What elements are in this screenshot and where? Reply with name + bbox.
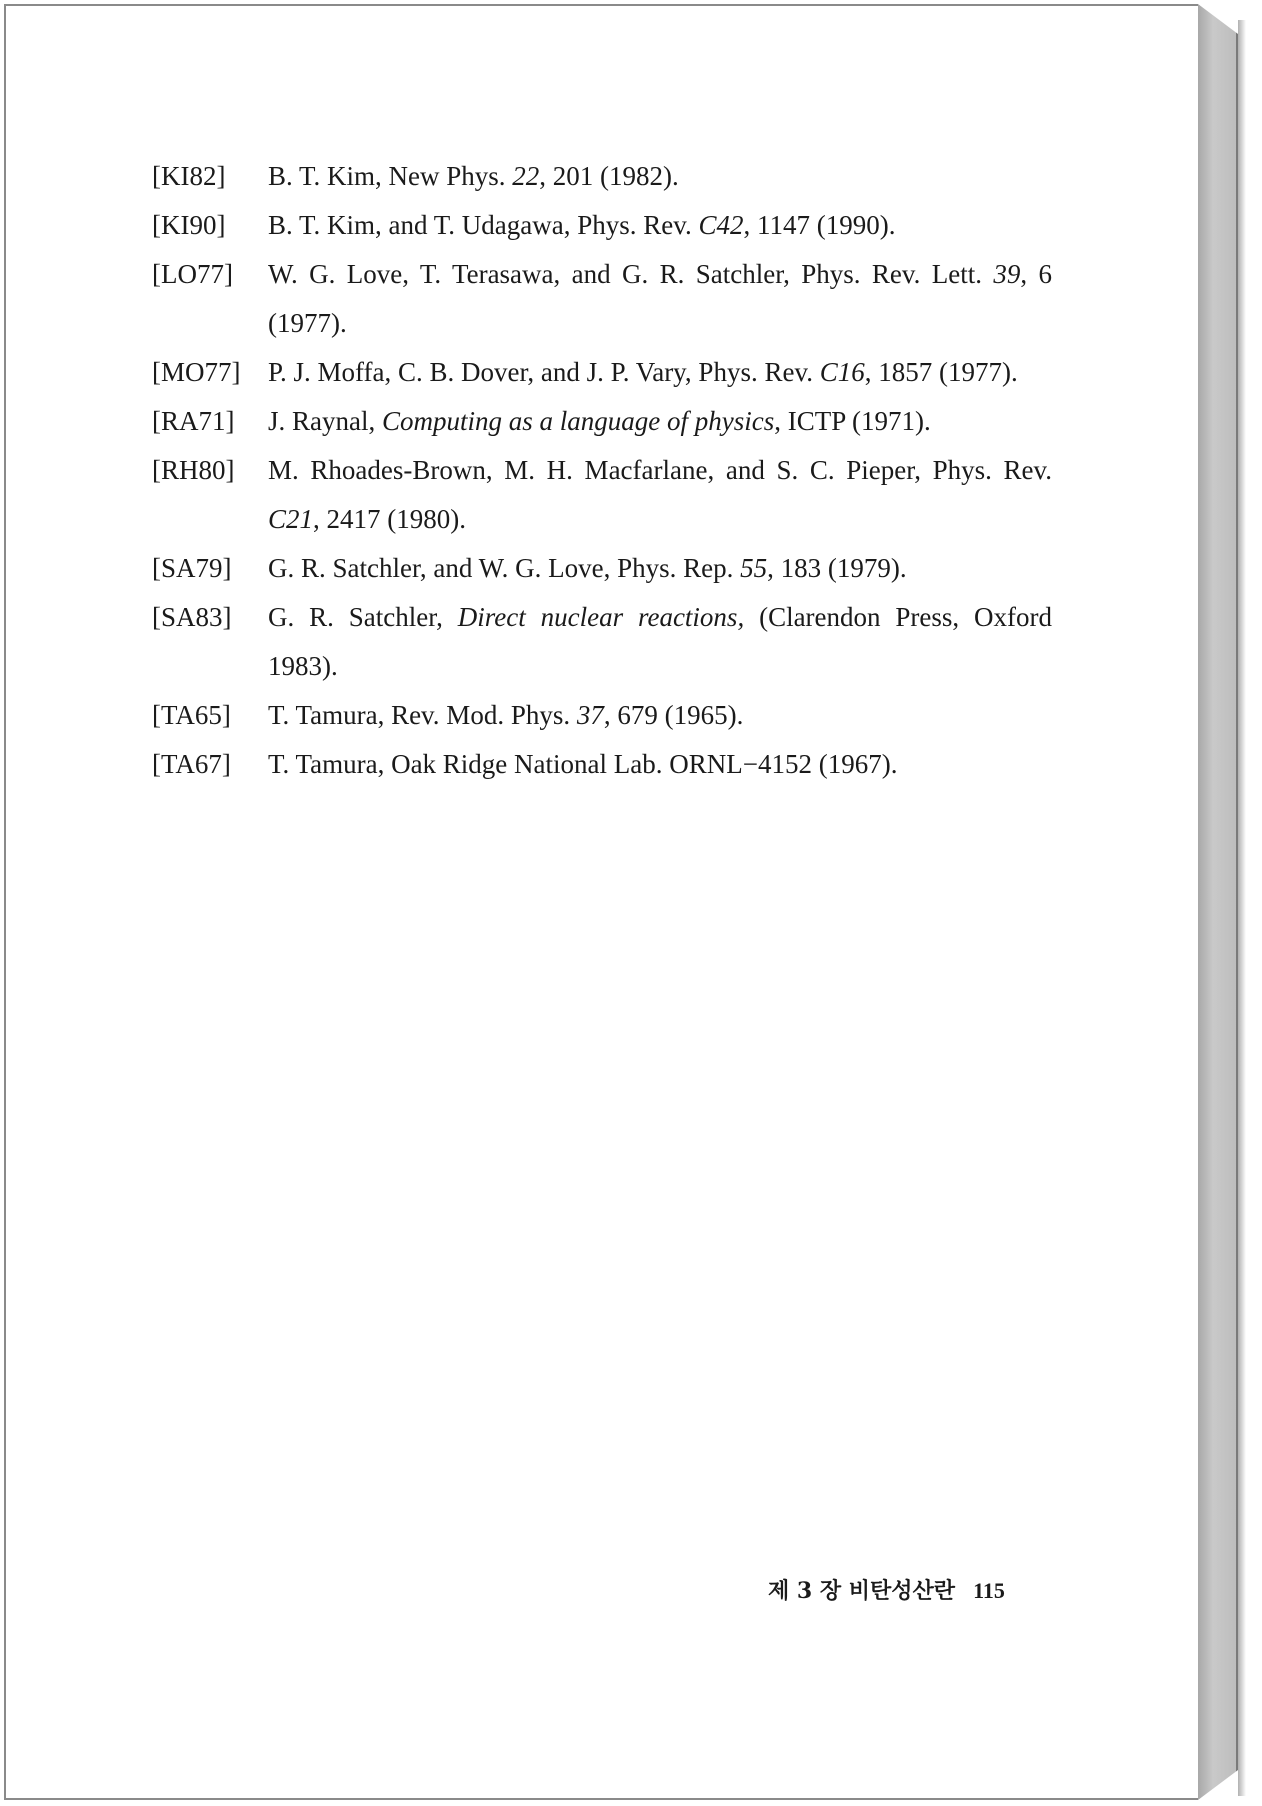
reference-text: B. T. Kim, and T. Udagawa, Phys. Rev. C42, 1147 (1990).	[268, 210, 896, 240]
document-page	[4, 4, 1200, 1800]
reference-entry	[152, 544, 1052, 593]
reference-key: [LO77]	[152, 259, 233, 289]
reference-text: B. T. Kim, New Phys. 22, 201 (1982).	[268, 161, 679, 191]
page-footer	[768, 1574, 1005, 1605]
reference-entry	[152, 348, 1052, 397]
reference-text: W. G. Love, T. Terasawa, and G. R. Satchler, Phys. Rev. Lett. 39, 6 (1977).	[268, 259, 1052, 338]
reference-entry	[152, 250, 1052, 348]
reference-key: [MO77]	[152, 357, 241, 387]
reference-entry	[152, 446, 1052, 544]
reference-text: G. R. Satchler, Direct nuclear reactions, (Clarendon Press, Oxford 1983).	[268, 602, 1053, 681]
reference-entry	[152, 691, 1052, 740]
reference-key: [TA65]	[152, 700, 231, 730]
reference-key: [KI82]	[152, 161, 226, 191]
reference-key: [TA67]	[152, 749, 231, 779]
reference-entry	[152, 201, 1052, 250]
reference-entry	[152, 397, 1052, 446]
chapter-title: 제 3 장 비탄성산란	[768, 1578, 956, 1604]
reference-text: P. J. Moffa, C. B. Dover, and J. P. Vary, Phys. Rev. C16, 1857 (1977).	[268, 357, 1018, 387]
reference-key: [RH80]	[152, 455, 235, 485]
reference-text: M. Rhoades-Brown, M. H. Macfarlane, and S. C. Pieper, Phys. Rev. C21, 2417 (1980).	[268, 455, 1052, 534]
reference-list	[152, 152, 1052, 789]
reference-entry	[152, 593, 1052, 691]
reference-text: J. Raynal, Computing as a language of physics, ICTP (1971).	[268, 406, 931, 436]
page-number: 115	[973, 1578, 1005, 1603]
reference-text: T. Tamura, Oak Ridge National Lab. ORNL−4152 (1967).	[268, 749, 898, 779]
reference-entry	[152, 740, 1052, 789]
reference-key: [SA83]	[152, 602, 232, 632]
reference-key: [KI90]	[152, 210, 226, 240]
reference-key: [SA79]	[152, 553, 232, 583]
reference-text: G. R. Satchler, and W. G. Love, Phys. Rep. 55, 183 (1979).	[268, 553, 907, 583]
reference-key: [RA71]	[152, 406, 235, 436]
reference-text: T. Tamura, Rev. Mod. Phys. 37, 679 (1965).	[268, 700, 744, 730]
page-stack-edge	[1198, 4, 1238, 1800]
page-shadow	[1238, 20, 1246, 1796]
reference-entry	[152, 152, 1052, 201]
